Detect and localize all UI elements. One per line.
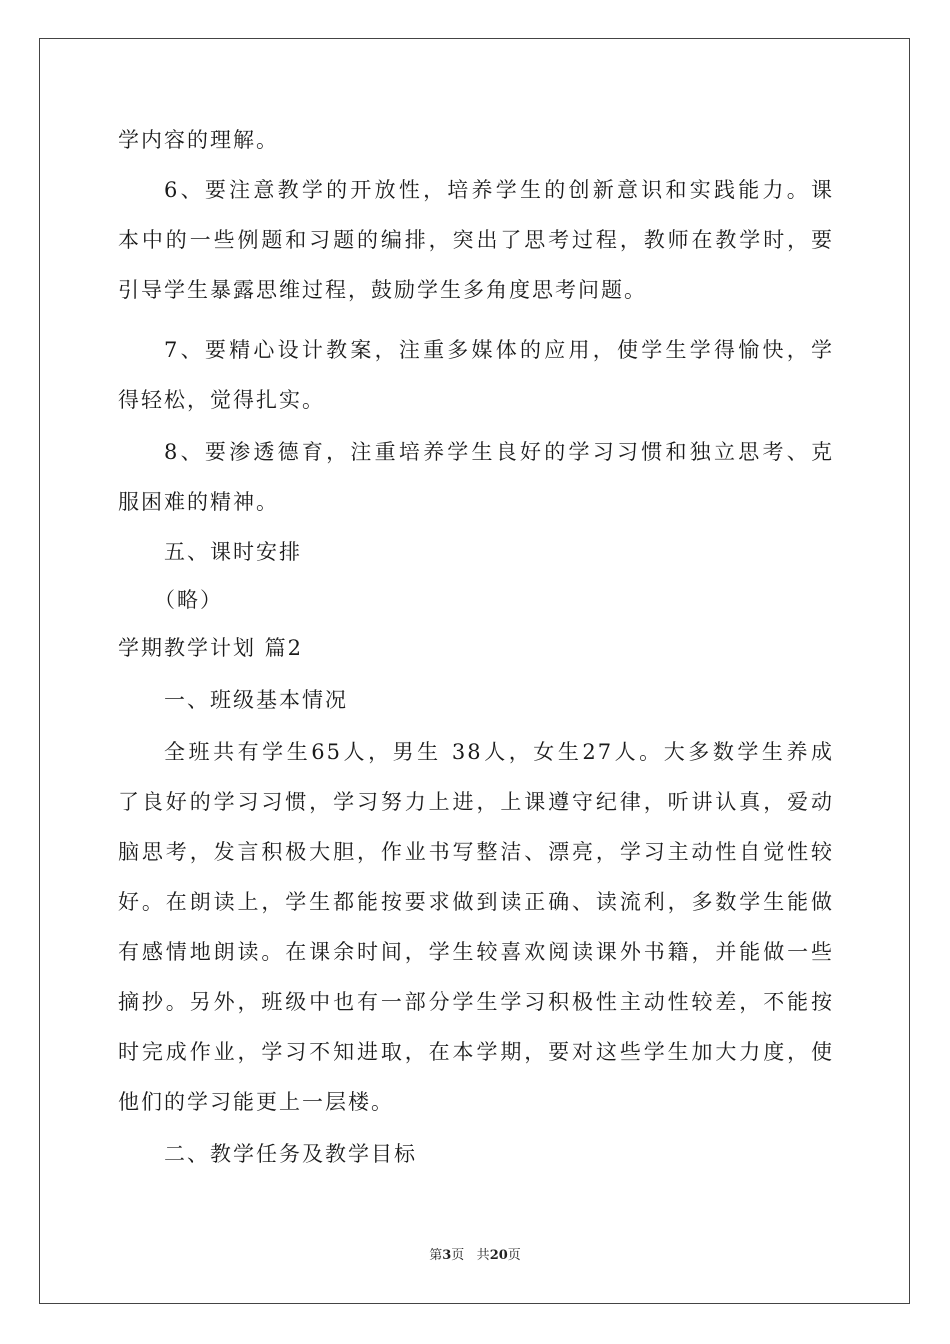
footer-current-page: 3 xyxy=(442,1248,452,1263)
footer-page-unit: 页 xyxy=(451,1248,465,1263)
text-line: 本中的一些例题和习题的编排，突出了思考过程，教师在教学时，要 xyxy=(118,228,834,252)
list-item-7: 7、要精心设计教案，注重多媒体的应用，使学生学得愉快，学 xyxy=(164,338,834,362)
text-line: 服困难的精神。 xyxy=(118,490,279,514)
text-line: 好。在朗读上，学生都能按要求做到读正确、读流利，多数学生能做 xyxy=(118,890,834,914)
text-line: 了良好的学习习惯，学习努力上进，上课遵守纪律，听讲认真，爱动 xyxy=(118,790,834,814)
text-line: 摘抄。另外，班级中也有一部分学生学习积极性主动性较差，不能按 xyxy=(118,990,834,1014)
footer-total-pages: 20 xyxy=(489,1248,508,1263)
text-line: 脑思考，发言积极大胆，作业书写整洁、漂亮，学习主动性自觉性较 xyxy=(118,840,834,864)
text-line: 得轻松，觉得扎实。 xyxy=(118,388,325,412)
footer-total-prefix: 共 xyxy=(476,1248,490,1263)
article-title: 学期教学计划 篇2 xyxy=(118,636,304,660)
list-item-8: 8、要渗透德育，注重培养学生良好的学习习惯和独立思考、克 xyxy=(164,440,834,464)
section-heading-5: 五、课时安排 xyxy=(164,540,302,564)
text-line: 他们的学习能更上一层楼。 xyxy=(118,1090,394,1114)
paragraph-first-line: 全班共有学生65人，男生 38人，女生27人。大多数学生养成 xyxy=(164,740,834,764)
section-heading-2: 二、教学任务及教学目标 xyxy=(164,1142,417,1166)
text-line: 时完成作业，学习不知进取，在本学期，要对这些学生加大力度，使 xyxy=(118,1040,834,1064)
omitted-note: （略） xyxy=(154,588,223,612)
footer-page-prefix: 第 xyxy=(429,1248,443,1263)
page-footer xyxy=(0,1247,950,1265)
section-heading-1: 一、班级基本情况 xyxy=(164,688,348,712)
text-line: 引导学生暴露思维过程，鼓励学生多角度思考问题。 xyxy=(118,278,647,302)
text-line-continuation: 学内容的理解。 xyxy=(118,128,279,152)
footer-total-unit: 页 xyxy=(507,1248,521,1263)
list-item-6: 6、要注意教学的开放性，培养学生的创新意识和实践能力。课 xyxy=(164,178,834,202)
text-line: 有感情地朗读。在课余时间，学生较喜欢阅读课外书籍，并能做一些 xyxy=(118,940,834,964)
